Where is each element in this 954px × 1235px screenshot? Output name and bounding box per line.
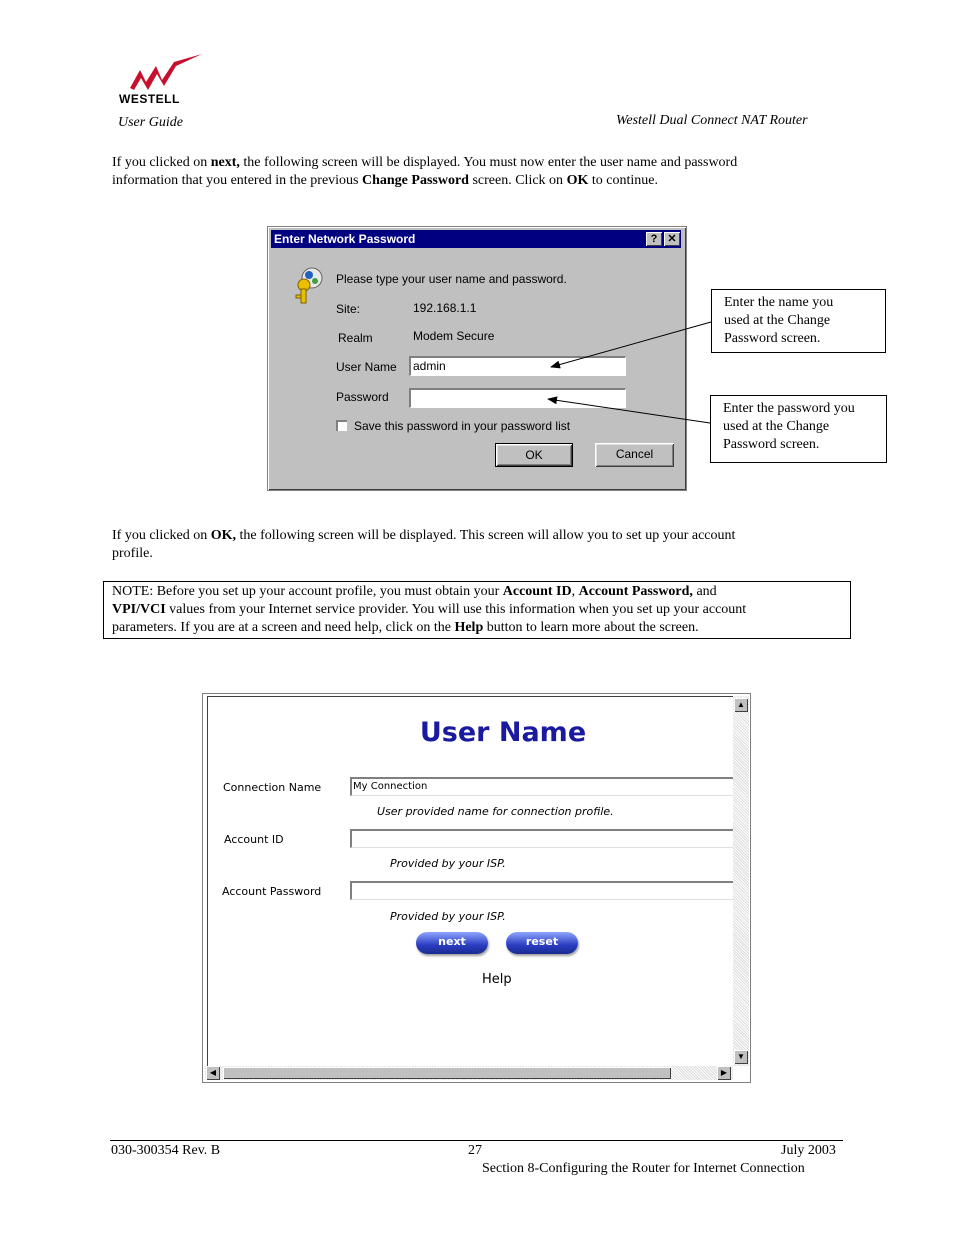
arrow-to-user-name	[551, 322, 711, 367]
paragraph-2	[112, 527, 852, 563]
note-line-2: VPI/VCI values from your Internet service provider. You will use this information when you set up your account	[112, 602, 747, 617]
page-title: User Name	[419, 717, 587, 748]
site-value: 192.168.1.1	[413, 301, 477, 315]
callout-user-name-line-2: used at the Change	[724, 313, 831, 328]
callout-password-line-2: used at the Change	[723, 419, 830, 434]
note-box	[103, 581, 851, 639]
arrow-to-password	[548, 399, 710, 423]
scroll-down-arrow-icon[interactable]: ▼	[734, 1050, 748, 1064]
ok-button[interactable]: OK	[495, 443, 573, 467]
cancel-button[interactable]: Cancel	[595, 443, 674, 467]
account-password-label: Account Password	[222, 885, 322, 898]
account-id-input[interactable]	[350, 829, 734, 848]
help-button[interactable]: ?	[646, 232, 662, 246]
dialog-title: Enter Network Password	[274, 232, 416, 246]
callout-password-line-1: Enter the password you	[723, 401, 855, 416]
connection-name-input[interactable]: My Connection	[350, 777, 734, 796]
footer-section: Section 8-Configuring the Router for Internet Connection	[482, 1161, 805, 1176]
reset-button[interactable]: reset	[506, 932, 578, 954]
realm-label: Realm	[338, 331, 373, 345]
connection-name-hint: User provided name for connection profile.	[377, 805, 614, 818]
callout-password-line-3: Password screen.	[723, 437, 820, 452]
footer-divider	[110, 1140, 843, 1141]
user-name-input[interactable]: admin	[409, 356, 626, 376]
site-label: Site:	[336, 302, 361, 316]
user-name-page	[207, 696, 734, 1067]
password-label: Password	[336, 390, 389, 404]
user-name-label: User Name	[336, 360, 397, 374]
callout-user-name-line-1: Enter the name you	[724, 295, 834, 310]
note-line-1: NOTE: Before you set up your account profile, you must obtain your Account ID, Account Password, and	[112, 584, 717, 599]
scroll-right-arrow-icon[interactable]: ▶	[717, 1066, 731, 1080]
account-id-label: Account ID	[224, 833, 284, 846]
account-password-input[interactable]	[350, 881, 734, 900]
save-password-label: Save this password in your password list	[354, 419, 571, 433]
paragraph-1-line-2: information that you entered in the previous Change Password screen. Click on OK to continue.	[112, 173, 658, 188]
browser-window	[202, 693, 751, 1083]
scroll-up-arrow-icon[interactable]: ▲	[734, 698, 748, 712]
callout-password	[710, 395, 887, 463]
close-button[interactable]: ✕	[664, 232, 680, 246]
horizontal-scroll-thumb[interactable]	[223, 1067, 671, 1079]
header-product-name: Westell Dual Connect NAT Router	[616, 113, 808, 128]
logo-wordmark: WESTELL	[119, 92, 180, 106]
paragraph-2-line-2: profile.	[112, 546, 153, 561]
footer-page-number: 27	[468, 1143, 482, 1158]
header-doc-type: User Guide	[118, 115, 183, 130]
next-button[interactable]: next	[416, 932, 488, 954]
scroll-left-arrow-icon[interactable]: ◀	[206, 1066, 220, 1080]
footer-date: July 2003	[781, 1143, 836, 1158]
paragraph-1-line-1: If you clicked on next, the following screen will be displayed. You must now enter the user name and password	[112, 155, 738, 170]
account-password-hint: Provided by your ISP.	[390, 910, 506, 923]
callout-user-name	[711, 289, 886, 353]
connection-name-label: Connection Name	[223, 781, 322, 794]
footer-doc-number: 030-300354 Rev. B	[111, 1143, 221, 1158]
dialog-prompt: Please type your user name and password.	[336, 272, 567, 286]
horizontal-scrollbar[interactable]	[205, 1066, 733, 1080]
account-id-hint: Provided by your ISP.	[390, 857, 506, 870]
paragraph-2-line-1: If you clicked on OK, the following screen will be displayed. This screen will allow you to set up your account	[112, 528, 736, 543]
callout-user-name-line-3: Password screen.	[724, 331, 821, 346]
note-line-3: parameters. If you are at a screen and need help, click on the Help button to learn more about the screen.	[112, 620, 699, 635]
vertical-scrollbar[interactable]	[733, 696, 749, 1066]
help-link[interactable]: Help	[482, 972, 512, 987]
realm-value: Modem Secure	[413, 329, 495, 343]
